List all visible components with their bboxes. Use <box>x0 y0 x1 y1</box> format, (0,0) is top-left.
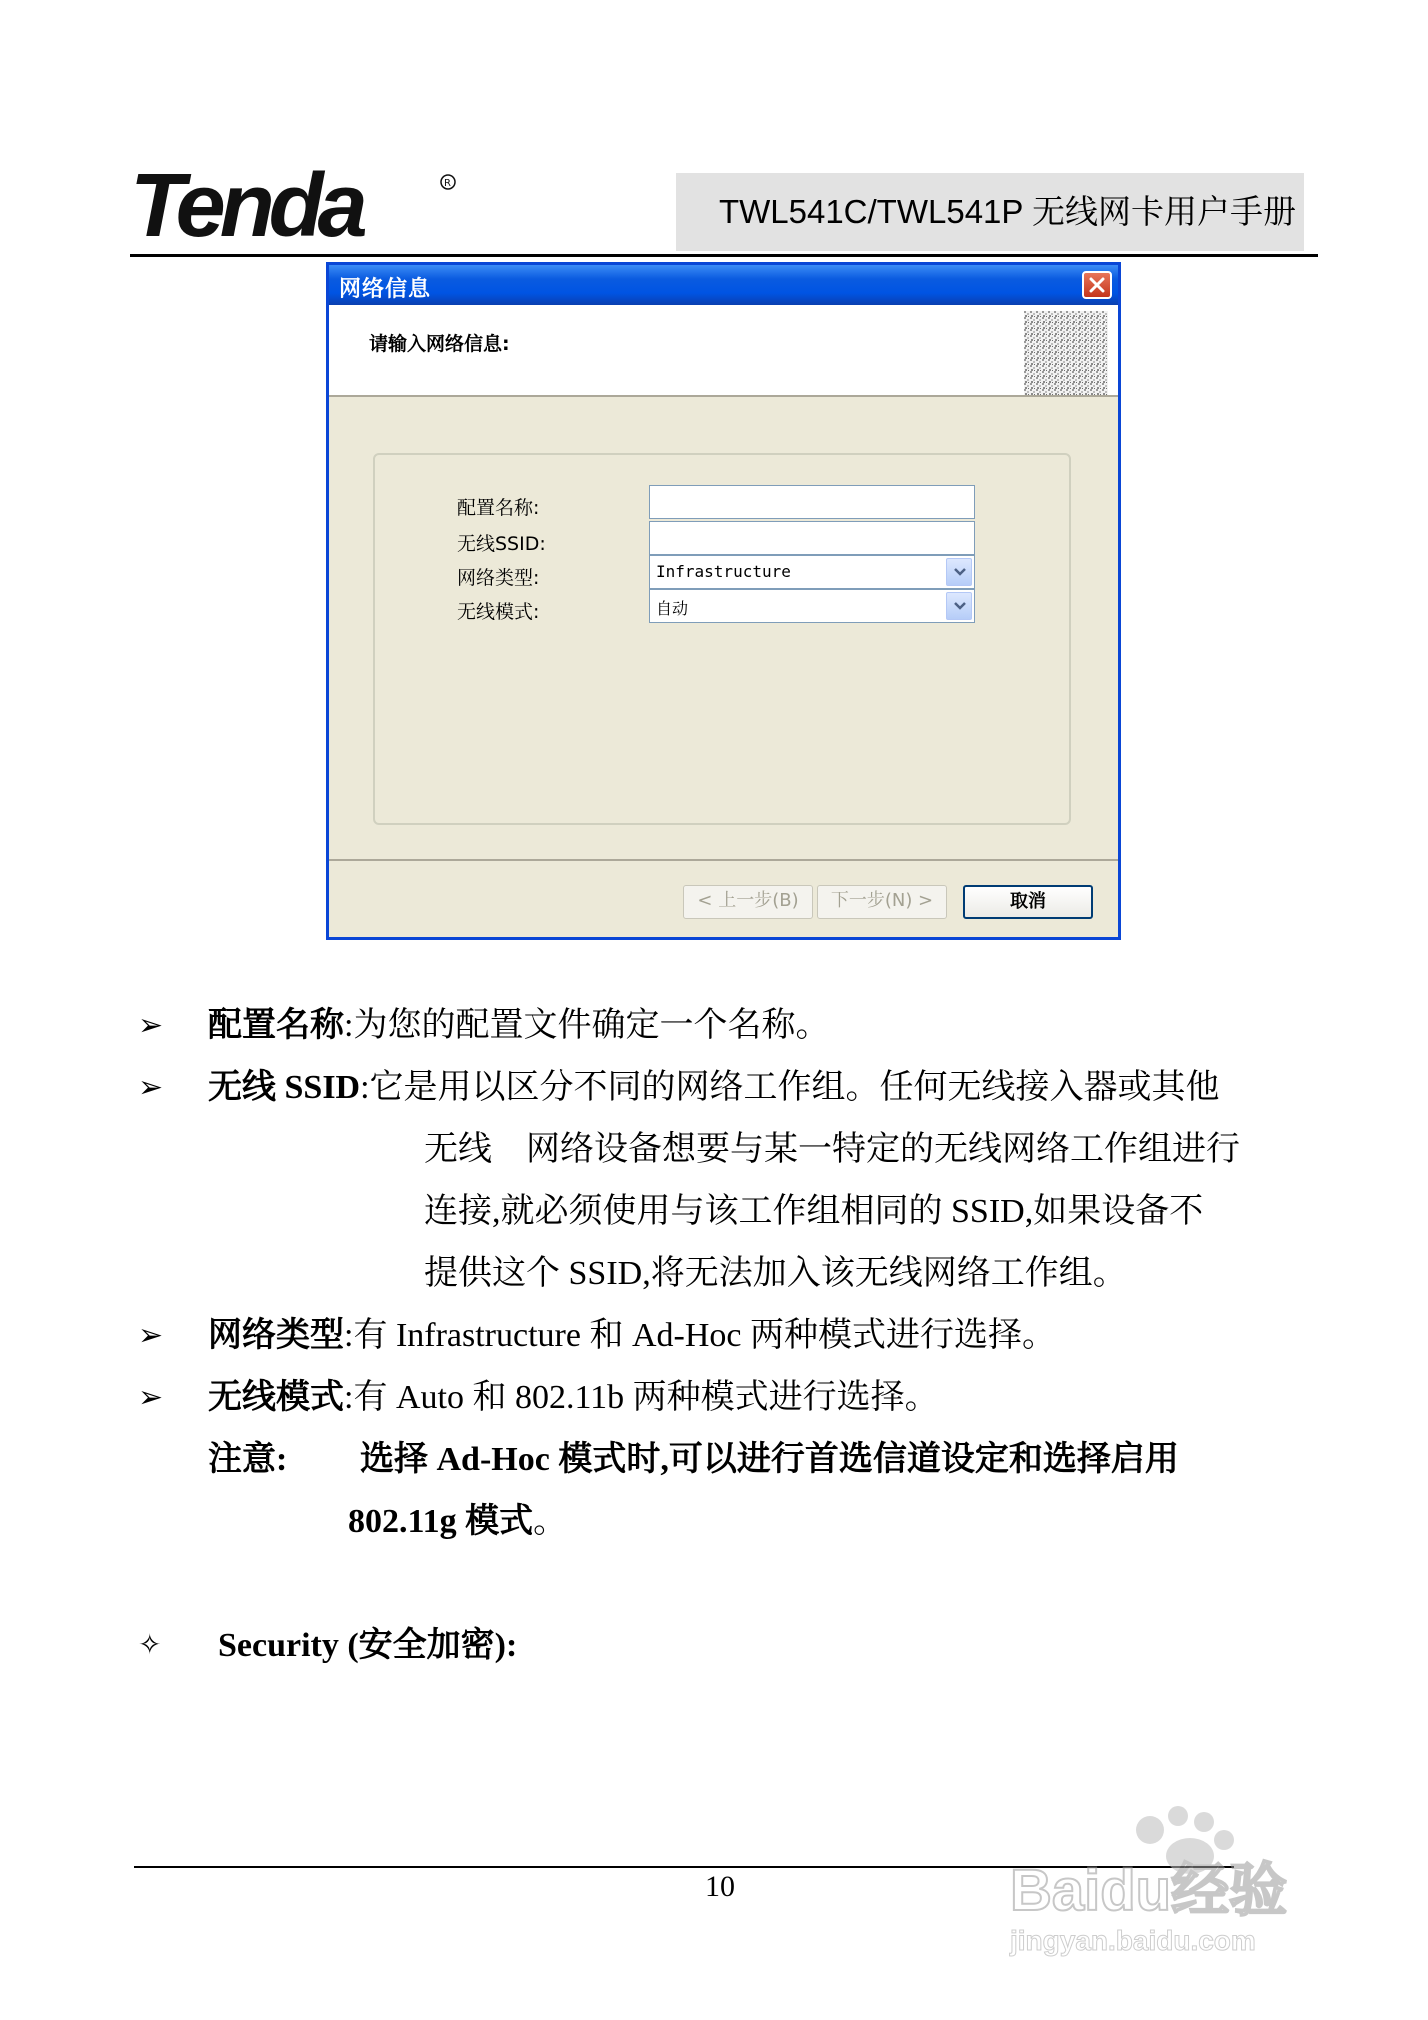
section-heading-security: Security (安全加密): <box>218 1627 518 1664</box>
manual-title: TWL541C/TWL541P 无线网卡用户手册 <box>676 173 1304 251</box>
dialog-title: 网络信息 <box>339 277 432 302</box>
item-ssid <box>208 1066 1220 1110</box>
note-line2-end: 。 <box>533 1503 568 1540</box>
term-desc: :为您的配置文件确定一个名称。 <box>344 1007 830 1044</box>
ssid-label: 无线SSID: <box>457 533 546 555</box>
term-desc: :它是用以区分不同的网络工作组。任何无线接入器或其他 <box>360 1069 1220 1106</box>
logo-text: Tenda <box>130 168 362 248</box>
arrow-bullet-icon: ➢ <box>138 1318 164 1353</box>
wireless-mode-dropdown-button[interactable] <box>946 592 972 620</box>
dialog-header-panel <box>329 305 1118 397</box>
header-rule <box>130 254 1318 257</box>
watermark-brand: Baidu经验 <box>1010 1858 1288 1923</box>
term-desc: :有 Infrastructure 和 Ad-Hoc 两种模式进行选择。 <box>344 1317 1056 1354</box>
ssid-input[interactable] <box>649 521 975 555</box>
diamond-bullet-icon: ✧ <box>138 1628 162 1661</box>
network-type-dropdown-button[interactable] <box>946 558 972 586</box>
next-button[interactable]: 下一步(N) > <box>817 885 947 919</box>
term-label: 配置名称 <box>208 1007 344 1044</box>
chevron-down-icon <box>953 601 967 611</box>
arrow-bullet-icon: ➢ <box>138 1070 164 1105</box>
baidu-watermark <box>1000 1790 1330 1960</box>
back-button[interactable]: < 上一步(B) <box>683 885 813 919</box>
close-button[interactable] <box>1082 271 1112 299</box>
chevron-down-icon <box>953 567 967 577</box>
profile-name-label: 配置名称: <box>457 497 540 519</box>
wireless-mode-select[interactable] <box>649 589 975 623</box>
profile-name-input[interactable] <box>649 485 975 519</box>
network-type-label: 网络类型: <box>457 567 540 589</box>
dialog-titlebar[interactable] <box>329 265 1118 305</box>
item-profile-name <box>208 1004 829 1048</box>
term-desc: :有 Auto 和 802.11b 两种模式进行选择。 <box>344 1379 939 1416</box>
ssid-desc-line4: 提供这个 SSID,将无法加入该无线网络工作组。 <box>424 1255 1127 1292</box>
arrow-bullet-icon: ➢ <box>138 1380 164 1415</box>
item-wireless-mode <box>208 1376 939 1420</box>
term-label: 无线模式 <box>208 1379 344 1416</box>
watermark-url: jingyan.baidu.com <box>1010 1925 1256 1956</box>
close-icon <box>1089 277 1105 293</box>
tenda-logo <box>130 168 460 248</box>
note-line2 <box>348 1500 567 1544</box>
network-type-value: Infrastructure <box>656 562 791 581</box>
term-label: 网络类型 <box>208 1317 344 1354</box>
wizard-graphic-icon <box>1024 311 1108 395</box>
network-info-dialog <box>326 262 1121 940</box>
term-label: 无线 SSID <box>208 1069 361 1106</box>
item-network-type <box>208 1314 1056 1358</box>
wireless-mode-value: 自动 <box>656 599 689 618</box>
page-number: 10 <box>705 1870 735 1903</box>
ssid-desc-line3: 连接,就必须使用与该工作组相同的 SSID,如果设备不 <box>424 1193 1204 1230</box>
ssid-desc-line2: 无线 网络设备想要与某一特定的无线网络工作组进行 <box>424 1131 1240 1168</box>
note-line2-bold: 802.11g 模式 <box>348 1503 534 1540</box>
note-label: 注意: <box>208 1441 288 1478</box>
note-line1: 选择 Ad-Hoc 模式时,可以进行首选信道设定和选择启用 <box>360 1441 1179 1478</box>
wireless-mode-label: 无线模式: <box>457 601 540 623</box>
arrow-bullet-icon: ➢ <box>138 1008 164 1043</box>
svg-text:R: R <box>444 178 451 189</box>
dialog-footer-separator <box>329 859 1118 861</box>
dialog-subtitle: 请输入网络信息: <box>369 333 510 355</box>
cancel-button[interactable]: 取消 <box>963 885 1093 919</box>
network-type-select[interactable] <box>649 555 975 589</box>
